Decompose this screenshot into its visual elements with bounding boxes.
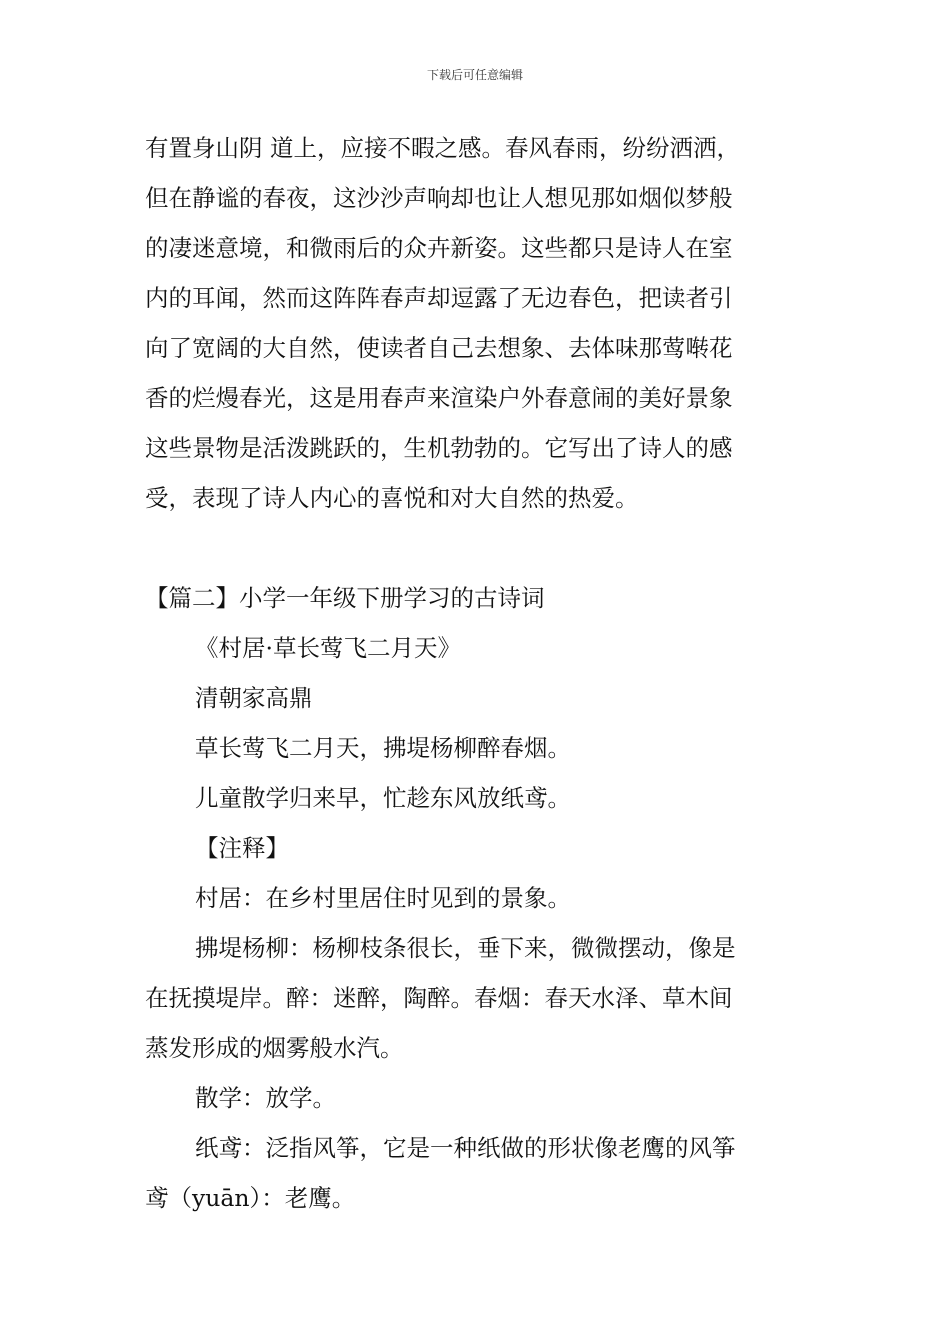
intro-line: 向了宽阔的大自然，使读者自己去想象、去体味那莺啭花 <box>145 334 733 362</box>
intro-line: 受，表现了诗人内心的喜悦和对大自然的热爱。 <box>145 484 639 512</box>
note-line: 鸢（yuān）：老鹰。 <box>145 1184 356 1212</box>
intro-line: 这些景物是活泼跳跃的，生机勃勃的。它写出了诗人的感 <box>145 434 733 462</box>
page-header: 下载后可任意编辑 <box>426 68 523 82</box>
note-line: 拂堤杨柳：杨柳枝条很长，垂下来，微微摆动，像是 <box>195 934 736 962</box>
intro-line: 有置身山阴 道上，应接不暇之感。春风春雨，纷纷洒洒， <box>145 134 740 162</box>
note-line: 在抚摸堤岸。醉：迷醉，陶醉。春烟：春天水泽、草木间 <box>145 984 733 1012</box>
note-item-multiline <box>145 923 807 1073</box>
intro-line: 的凄迷意境，和微雨后的众卉新姿。这些都只是诗人在室 <box>145 234 733 262</box>
note-line: 蒸发形成的烟雾般水汽。 <box>145 1034 404 1062</box>
poem-block <box>145 623 807 923</box>
note-line: 纸鸢：泛指风筝，它是一种纸做的形状像老鹰的风筝 <box>195 1134 736 1162</box>
section-two <box>145 573 807 1223</box>
section-heading: 【篇二】小学一年级下册学习的古诗词 <box>145 584 545 612</box>
poem-verse: 儿童散学归来早，忙趁东风放纸鸢。 <box>195 784 571 812</box>
poem-author: 清朝家高鼎 <box>195 684 313 712</box>
intro-line: 内的耳闻，然而这阵阵春声却逗露了无边春色，把读者引 <box>145 284 733 312</box>
note-item: 散学：放学。 <box>195 1084 336 1112</box>
poem-title: 《村居·草长莺飞二月天》 <box>195 634 461 662</box>
note-item-multiline <box>145 1123 807 1223</box>
note-item: 村居：在乡村里居住时见到的景象。 <box>195 884 571 912</box>
notes-heading: 【注释】 <box>195 834 289 862</box>
intro-paragraph <box>145 123 807 523</box>
intro-line: 但在静谧的春夜，这沙沙声响却也让人想见那如烟似梦般 <box>145 184 733 212</box>
intro-line: 香的烂熳春光，这是用春声来渲染户外春意闹的美好景象 <box>145 384 733 412</box>
poem-verse: 草长莺飞二月天，拂堤杨柳醉春烟。 <box>195 734 571 762</box>
note-block <box>145 1073 807 1123</box>
